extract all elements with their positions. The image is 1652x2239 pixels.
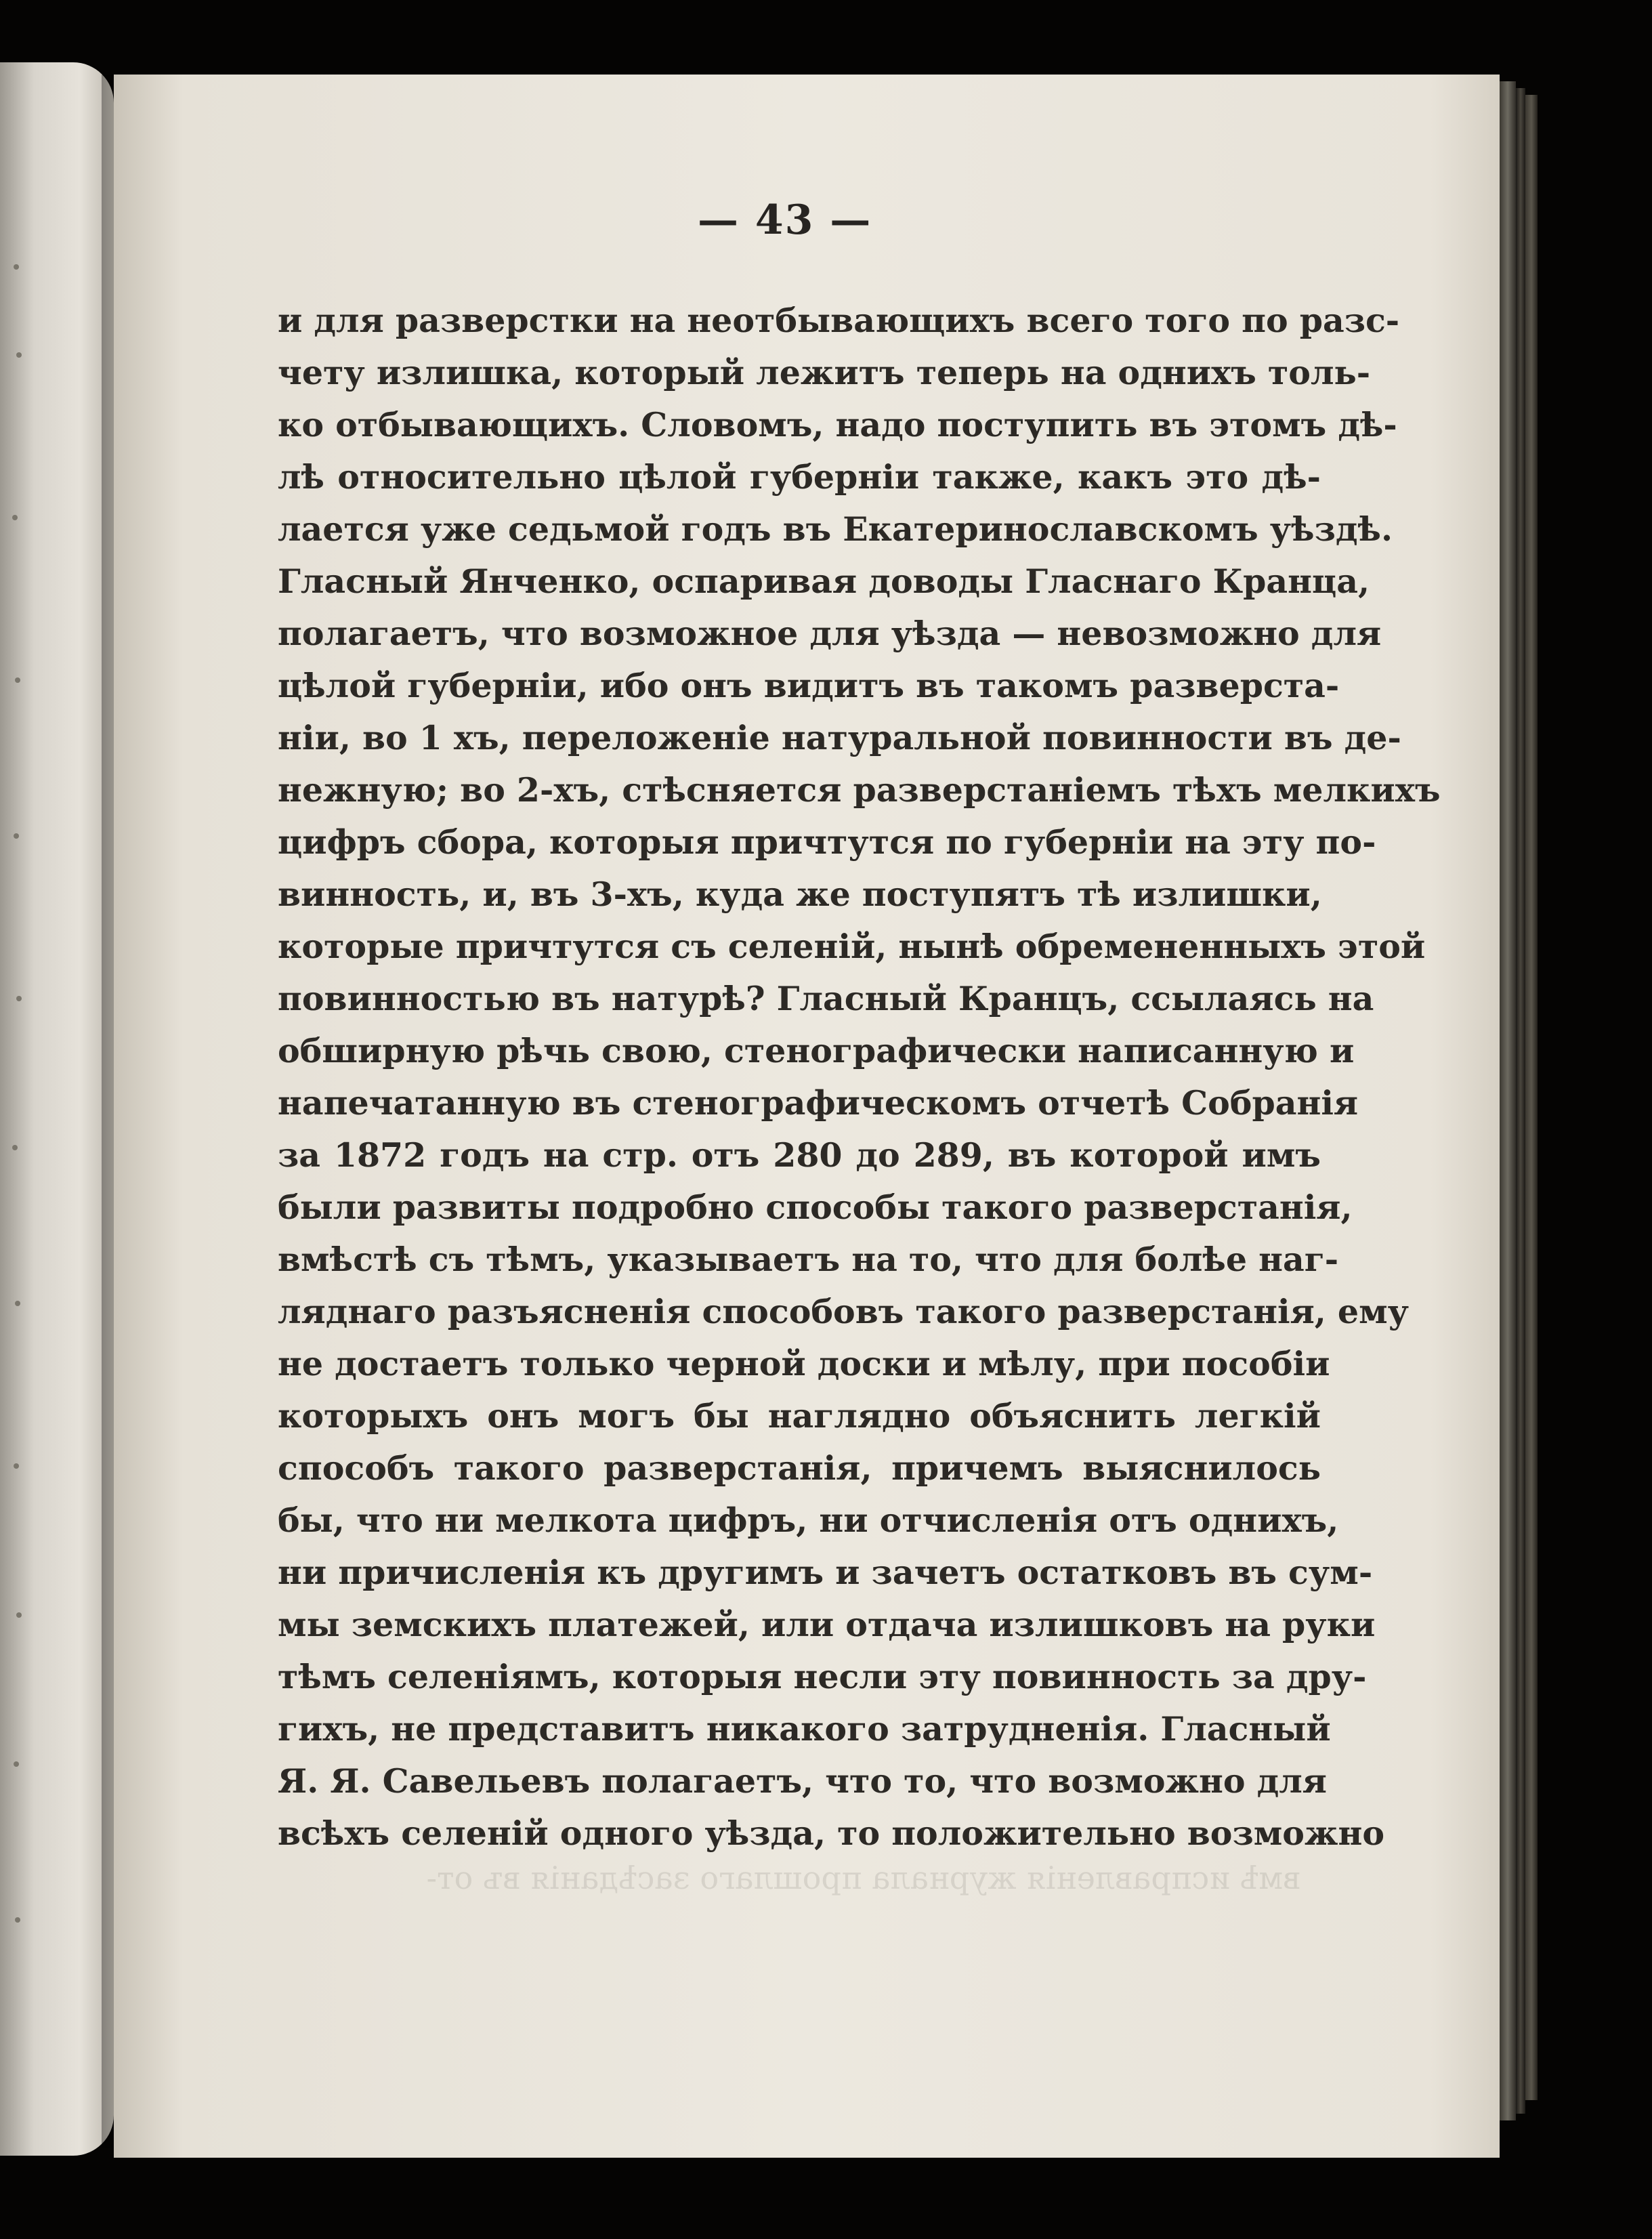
paper-speck bbox=[16, 352, 22, 358]
text-line: всѣхъ селеній одного уѣзда, то положительно возможно bbox=[278, 1814, 1385, 1853]
text-line: не достаетъ только черной доски и мѣлу, при пособіи bbox=[278, 1344, 1330, 1383]
text-line: и для разверстки на неотбывающихъ всего того по разс- bbox=[278, 301, 1400, 340]
text-line: ко отбывающихъ. Словомъ, надо поступить въ этомъ дѣ- bbox=[278, 405, 1397, 444]
paper-speck bbox=[14, 1463, 19, 1469]
text-line: напечатанную въ стенографическомъ отчетѣ Собранія bbox=[278, 1083, 1359, 1123]
text-line: вмѣстѣ съ тѣмъ, указываетъ на то, что для болѣе наг- bbox=[278, 1240, 1339, 1279]
text-line: повинностью въ натурѣ? Гласный Кранцъ, ссылаясь на bbox=[278, 979, 1374, 1018]
text-line: гихъ, не представитъ никакого затрудненія. Гласный bbox=[278, 1709, 1331, 1749]
text-line: за 1872 годъ на стр. отъ 280 до 289, въ которой имъ bbox=[278, 1135, 1321, 1175]
text-line: полагаетъ, что возможное для уѣзда — невозможно для bbox=[278, 614, 1382, 653]
text-line: чету излишка, который лежитъ теперь на однихъ толь- bbox=[278, 353, 1371, 392]
paper-speck bbox=[16, 996, 22, 1001]
text-line: винность, и, въ 3-хъ, куда же поступятъ тѣ излишки, bbox=[278, 875, 1322, 914]
text-line: цѣлой губерніи, ибо онъ видитъ въ такомъ разверста- bbox=[278, 666, 1340, 705]
text-line: которыхъ онъ могъ бы наглядно объяснить легкій bbox=[278, 1396, 1321, 1436]
page-stack-edge bbox=[1500, 81, 1516, 2120]
text-line: способъ такого разверстанія, причемъ выяснилось bbox=[278, 1448, 1321, 1488]
page-stack-edge bbox=[1516, 88, 1525, 2114]
text-line: мы земскихъ платежей, или отдача излишковъ на руки bbox=[278, 1605, 1376, 1644]
text-line: нежную; во 2-хъ, стѣсняется разверстаніемъ тѣхъ мелкихъ bbox=[278, 770, 1441, 810]
paper-speck bbox=[14, 833, 19, 839]
text-line: цифръ сбора, которыя причтутся по губерніи на эту по- bbox=[278, 822, 1376, 862]
paper-speck bbox=[14, 264, 19, 270]
text-line: ніи, во 1 хъ, переложеніе натуральной повинности въ де- bbox=[278, 718, 1401, 757]
paper-speck bbox=[12, 1145, 18, 1150]
paper-speck bbox=[15, 1917, 20, 1923]
text-line: ляднаго разъясненія способовъ такого разверстанія, ему bbox=[278, 1292, 1409, 1331]
text-line: были развиты подробно способы такого разверстанія, bbox=[278, 1188, 1353, 1227]
paper-speck bbox=[16, 1612, 22, 1618]
text-line: ни причисленія къ другимъ и зачетъ остатковъ въ сум- bbox=[278, 1553, 1373, 1592]
paper-speck bbox=[15, 677, 20, 683]
body-text bbox=[278, 295, 1441, 1860]
text-line: Гласный Янченко, оспаривая доводы Гласнаго Кранца, bbox=[278, 562, 1370, 601]
text-line: которые причтутся съ селеній, нынѣ обремененныхъ этой bbox=[278, 927, 1426, 966]
paper-speck bbox=[12, 515, 18, 520]
left-page-edge bbox=[0, 62, 114, 2156]
page-stack-edge bbox=[1525, 95, 1538, 2100]
bleed-through-text: вмѣ исправленія журнала прошлаго засѣданія въ от- bbox=[426, 1860, 1300, 1896]
paper-speck bbox=[14, 1761, 19, 1767]
text-line: тѣмъ селеніямъ, которыя несли эту повинность за дру- bbox=[278, 1657, 1367, 1696]
text-line: бы, что ни мелкота цифръ, ни отчисленія отъ однихъ, bbox=[278, 1501, 1339, 1540]
paper-speck bbox=[15, 1301, 20, 1306]
page-number: — 43 — bbox=[698, 196, 872, 244]
text-line: Я. Я. Савельевъ полагаетъ, что то, что возможно для bbox=[278, 1761, 1328, 1801]
text-line: обширную рѣчь свою, стенографически написанную и bbox=[278, 1031, 1355, 1070]
text-line: лается уже седьмой годъ въ Екатеринославскомъ уѣздѣ. bbox=[278, 509, 1393, 549]
text-line: лѣ относительно цѣлой губерніи также, какъ это дѣ- bbox=[278, 457, 1321, 497]
